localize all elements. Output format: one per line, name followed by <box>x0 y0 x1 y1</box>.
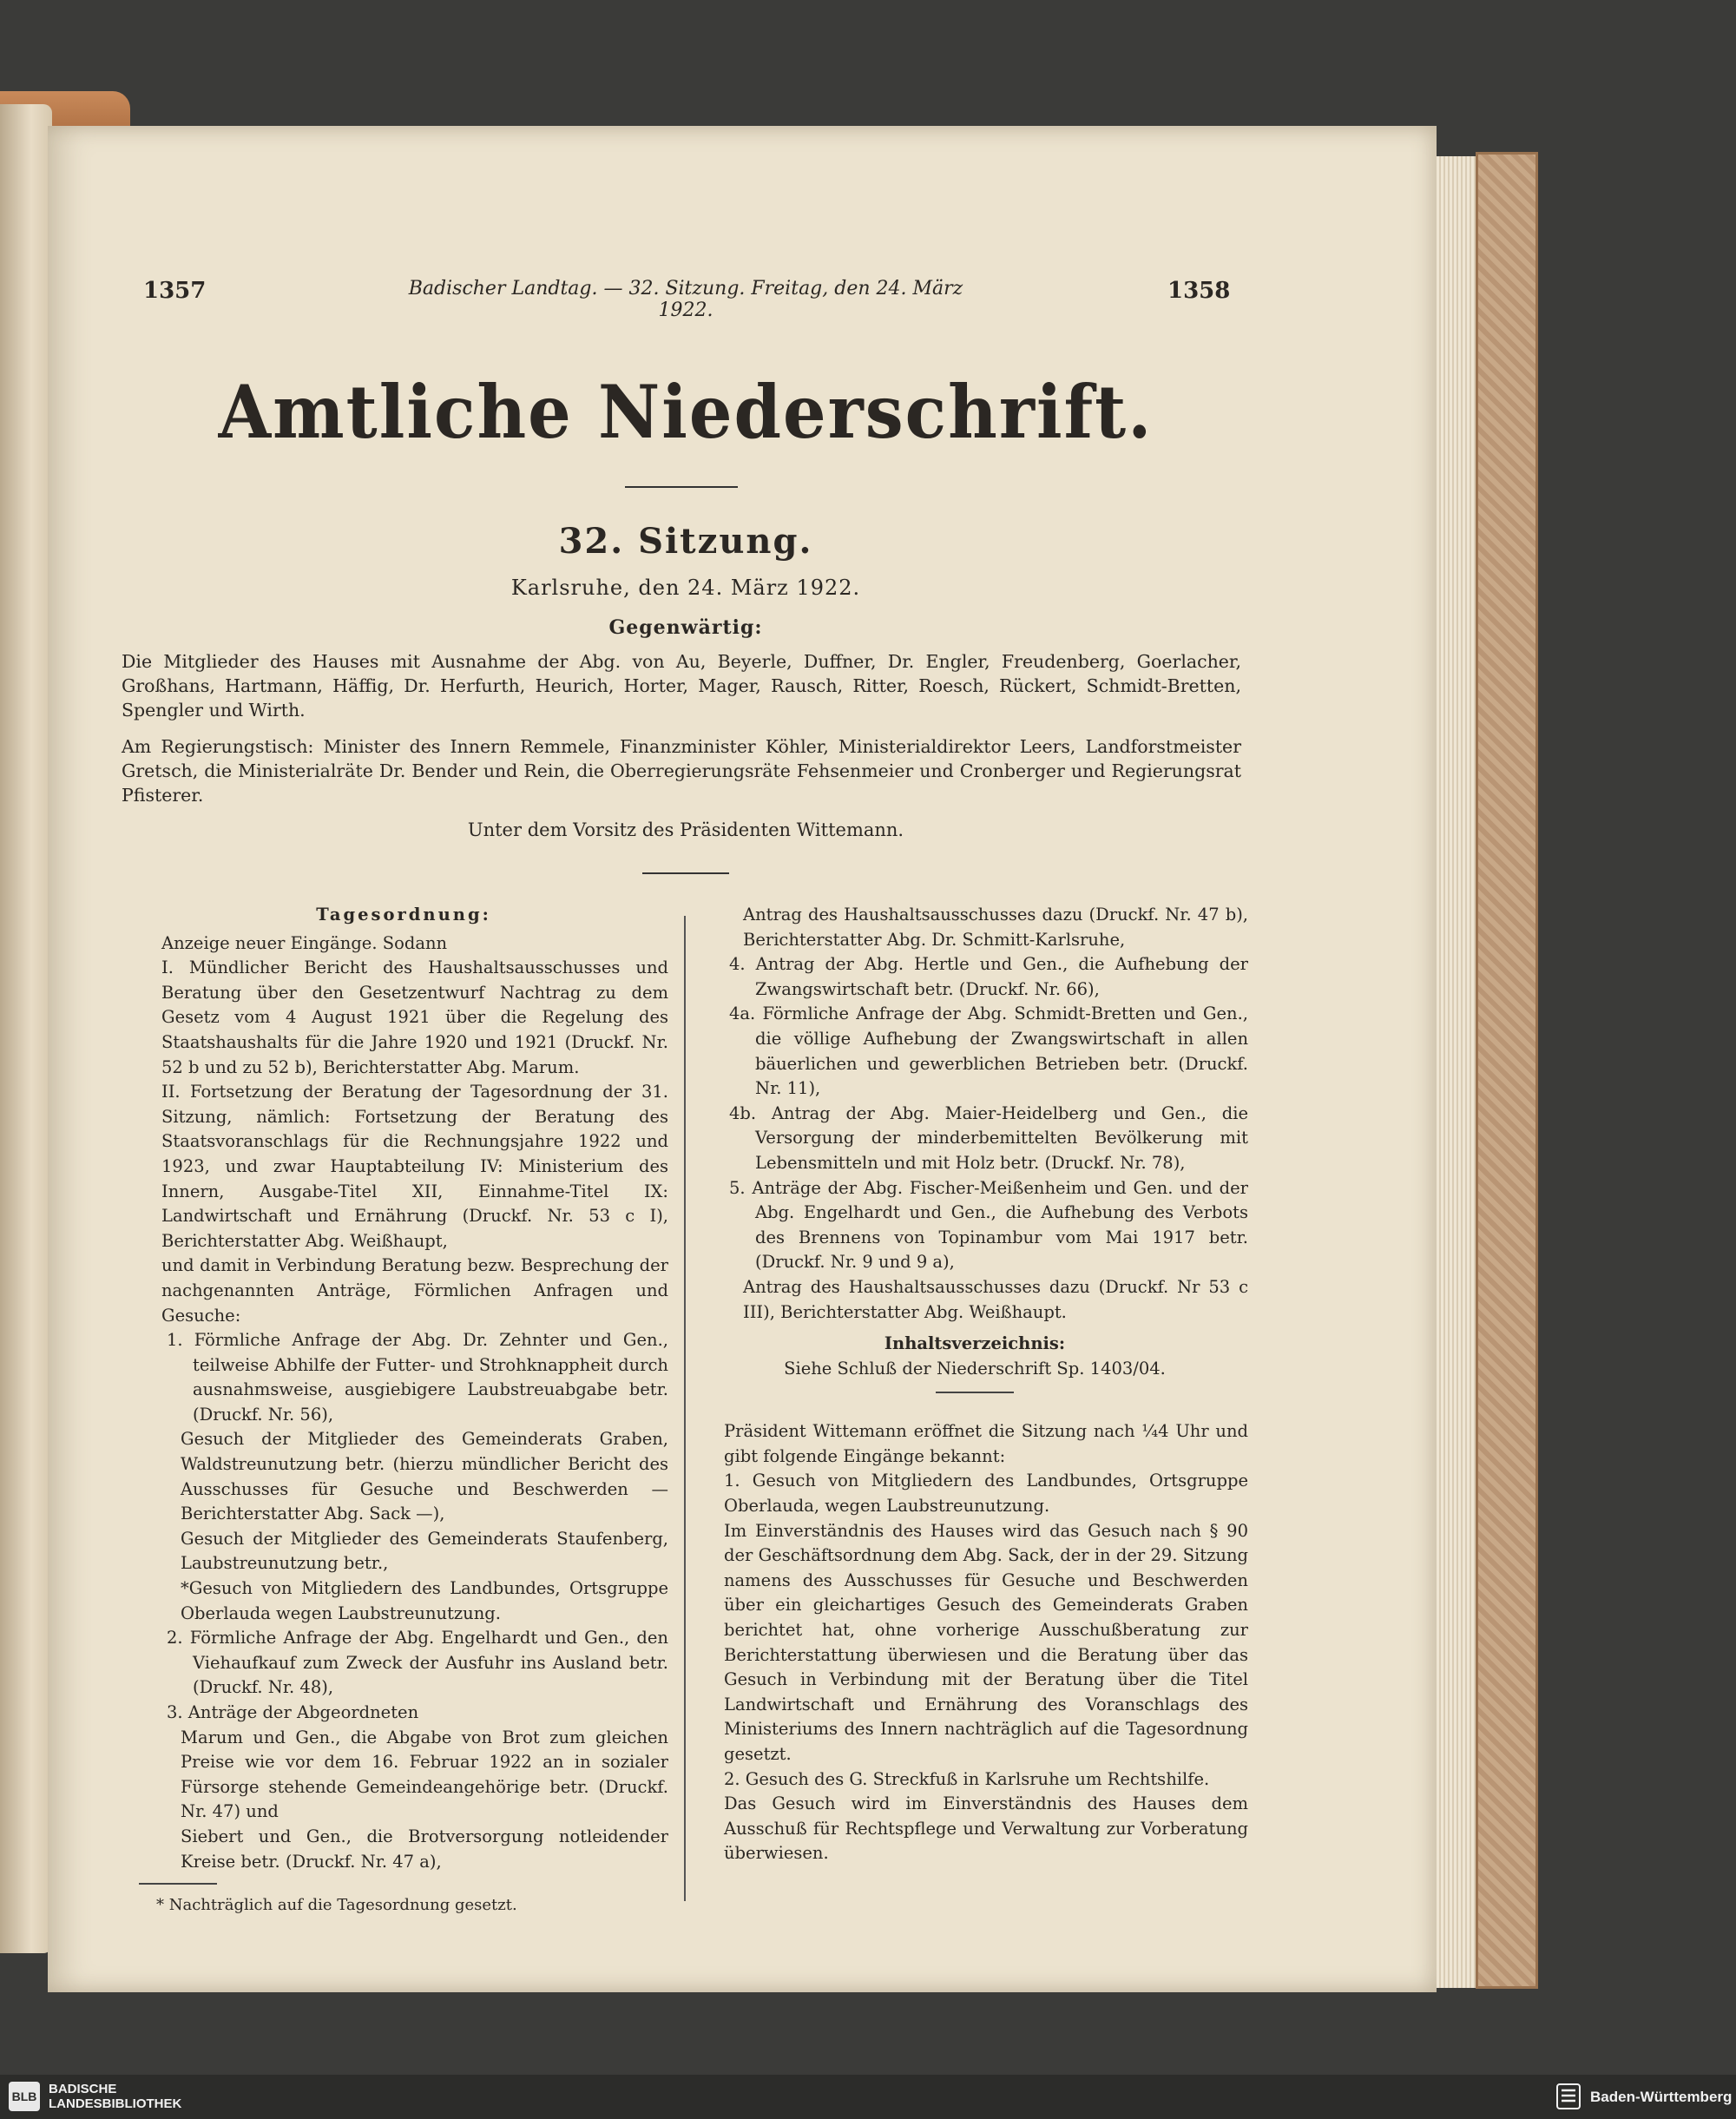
book-cover-edge <box>1476 152 1538 1989</box>
document-title: Amtliche Niederschrift. <box>218 370 1154 456</box>
entry-2-text: Das Gesuch wird im Einverständnis des Hauses dem Ausschuß für Rechtspflege und Verwaltung zur Vorberatung überwiesen. <box>724 1793 1248 1864</box>
column-divider <box>684 916 686 1901</box>
index-heading: Inhaltsverzeichnis: <box>884 1333 1066 1354</box>
members-paragraph: Die Mitglieder des Hauses mit Ausnahme der Abg. von Au, Beyerle, Duffner, Dr. Engler, Freudenberg, Goerlacher, Großhans, Hartmann, Häffig, Dr. Herfurth, Heurich, Horter, Mager, Rausch, Ritter, Roesch, Rückert, Schmidt-Bretten, Spengler und Wirth. <box>122 651 1241 721</box>
agenda-item-4b: 4b. Antrag der Abg. Maier-Heidelberg und Gen., die Versorgung der minderbemittelten Bevölkerung mit Lebensmitteln und mit Holz betr. (Druckf. Nr. 78), <box>729 1102 1248 1173</box>
agenda-item-1: 1. Förmliche Anfrage der Abg. Dr. Zehnter und Gen., teilweise Abhilfe der Futter- und Strohknappheit durch ausnahmsweise, ausgiebigere Laubstreuabgabe betr. (Druckf. Nr. 56), <box>167 1330 668 1425</box>
proceedings-column <box>701 903 1248 1866</box>
section-divider <box>642 872 729 874</box>
entry-1-text: Im Einverständnis des Hauses wird das Gesuch nach § 90 der Geschäftsordnung dem Abg. Sack, der in der 29. Sitzung namens des Ausschusses für Gesuche und Beschwerden über ein gleichartiges Gesuch des Gemeinderats Graben berichtet hat, ohne vorherige Ausschußberatung zur Berichterstattung überwiesen und die Beratung über das Gesuch in Verbindung mit der Beratung über die Titel Landwirtschaft und Ernährung des Voranschlags des Ministeriums des Innern nachträglich auf die Tagesordnung gesetzt. <box>724 1520 1248 1764</box>
agenda-heading: Tagesordnung: <box>316 905 491 925</box>
agenda-item-II-cont: und damit in Verbindung Beratung bezw. Besprechung der nachgenannten Anträge, Förmlichen Anfragen und Gesuche: <box>161 1255 668 1326</box>
agenda-item-2: 2. Förmliche Anfrage der Abg. Engelhardt und Gen., den Viehaufkauf zum Zweck der Ausfuhr ins Ausland betr. (Druckf. Nr. 48), <box>167 1628 668 1698</box>
agenda-item-5a: Antrag des Haushaltsausschusses dazu (Druckf. Nr 53 c III), Berichterstatter Abg. Weißhaupt. <box>743 1276 1248 1322</box>
state-name[interactable]: Baden-Württemberg <box>1590 2089 1733 2105</box>
agenda-column <box>139 903 668 1918</box>
entry-2: 2. Gesuch des G. Streckfuß in Karlsruhe um Rechtshilfe. <box>724 1768 1210 1789</box>
agenda-item-4a: 4a. Förmliche Anfrage der Abg. Schmidt-Bretten und Gen., die völlige Aufhebung der Zwangswirtschaft in allen bäuerlichen und gewerblichen Betrieben betr. (Druckf. Nr. 11), <box>729 1004 1248 1099</box>
agenda-item-3b: Siebert und Gen., die Brotversorgung notleidender Kreise betr. (Druckf. Nr. 47 a), <box>181 1826 668 1872</box>
entry-1: 1. Gesuch von Mitgliedern des Landbundes, Ortsgruppe Oberlauda, wegen Laubstreunutzung. <box>724 1471 1248 1517</box>
state-emblem-icon <box>1554 2082 1583 2111</box>
footnote: * Nachträglich auf die Tagesordnung gesetzt. <box>156 1896 517 1915</box>
page-number-left: 1357 <box>143 278 207 304</box>
library-name-line-1: BADISCHE <box>49 2082 117 2096</box>
place-date: Karlsruhe, den 24. März 1922. <box>510 576 861 600</box>
title-divider <box>625 486 738 488</box>
page-number-right: 1358 <box>1167 278 1231 304</box>
session-heading: 32. Sitzung. <box>558 521 813 562</box>
library-name[interactable] <box>49 2082 181 2111</box>
library-name-line-2: LANDESBIBLIOTHEK <box>49 2096 182 2111</box>
agenda-item-II: II. Fortsetzung der Beratung der Tagesordnung der 31. Sitzung, nämlich: Fortsetzung der Beratung des Staatsvoranschlags für die Rechnungsjahre 1922 und 1923, und zwar Hauptabteilung IV: Ministerium des Innern, Ausgabe-Titel XII, Einnahme-Titel IX: Landwirtschaft und Ernährung (Druckf. Nr. 53 c I), Berichterstatter Abg. Weißhaupt, <box>161 1082 668 1251</box>
previous-page-edge <box>0 104 52 1953</box>
agenda-item-3c: Antrag des Haushaltsausschusses dazu (Druckf. Nr. 47 b), Berichterstatter Abg. Dr. Schmitt-Karlsruhe, <box>743 905 1248 950</box>
agenda-item-I: I. Mündlicher Bericht des Haushaltsausschusses und Beratung über den Gesetzentwurf Nachtrag zu dem Gesetz vom 4 August 1921 über die Regelung des Staatshaushalts für die Jahre 1920 und 1921 (Druckf. Nr. 52 b und zu 52 b), Berichterstatter Abg. Marum. <box>161 957 668 1077</box>
agenda-item-4: 4. Antrag der Abg. Hertle und Gen., die Aufhebung der Zwangswirtschaft betr. (Druckf. Nr. 66), <box>729 954 1248 999</box>
opening-paragraph: Präsident Wittemann eröffnet die Sitzung nach ¼4 Uhr und gibt folgende Eingänge bekannt: <box>724 1421 1248 1466</box>
index-divider <box>936 1392 1014 1393</box>
footer-bar <box>0 2075 1736 2119</box>
agenda-item-1b: Gesuch der Mitglieder des Gemeinderats Staufenberg, Laubstreunutzung betr., <box>181 1528 668 1574</box>
blb-logo[interactable]: BLB <box>9 2082 40 2111</box>
index-text: Siehe Schluß der Niederschrift Sp. 1403/04. <box>784 1358 1166 1379</box>
government-paragraph: Am Regierungstisch: Minister des Innern Remmele, Finanzminister Köhler, Ministerialdirektor Leers, Landforstmeister Gretsch, die Ministerialräte Dr. Bender und Rein, die Oberregierungsräte Fehsenmeier und Cronberger und Regierungsrat Pfisterer. <box>122 736 1241 806</box>
agenda-intro: Anzeige neuer Eingänge. Sodann <box>161 932 448 953</box>
chair-line: Unter dem Vorsitz des Präsidenten Wittemann. <box>467 819 904 840</box>
agenda-item-1a: Gesuch der Mitglieder des Gemeinderats Graben, Waldstreunutzung betr. (hierzu mündlicher Bericht des Ausschusses für Gesuche und Beschwerden — Berichterstatter Abg. Sack —), <box>181 1429 668 1524</box>
agenda-item-1c: *Gesuch von Mitgliedern des Landbundes, Ortsgruppe Oberlauda wegen Laubstreunutzung. <box>181 1578 668 1623</box>
agenda-item-3: 3. Anträge der Abgeordneten <box>167 1702 419 1722</box>
agenda-item-3a: Marum und Gen., die Abgabe von Brot zum gleichen Preise wie vor dem 16. Februar 1922 an in sozialer Fürsorge stehende Gemeindeangehörige betr. (Druckf. Nr. 47) und <box>181 1727 668 1822</box>
running-title: Badischer Landtag. — 32. Sitzung. Freitag, den 24. März 1922. <box>408 278 963 321</box>
footnote-rule <box>139 1883 217 1885</box>
agenda-item-5: 5. Anträge der Abg. Fischer-Meißenheim und Gen. und der Abg. Engelhardt und Gen., die Aufhebung des Verbots des Brennens von Topinambur vom Mai 1917 betr. (Druckf. Nr. 9 und 9 a), <box>729 1177 1248 1273</box>
present-label: Gegenwärtig: <box>608 616 763 639</box>
